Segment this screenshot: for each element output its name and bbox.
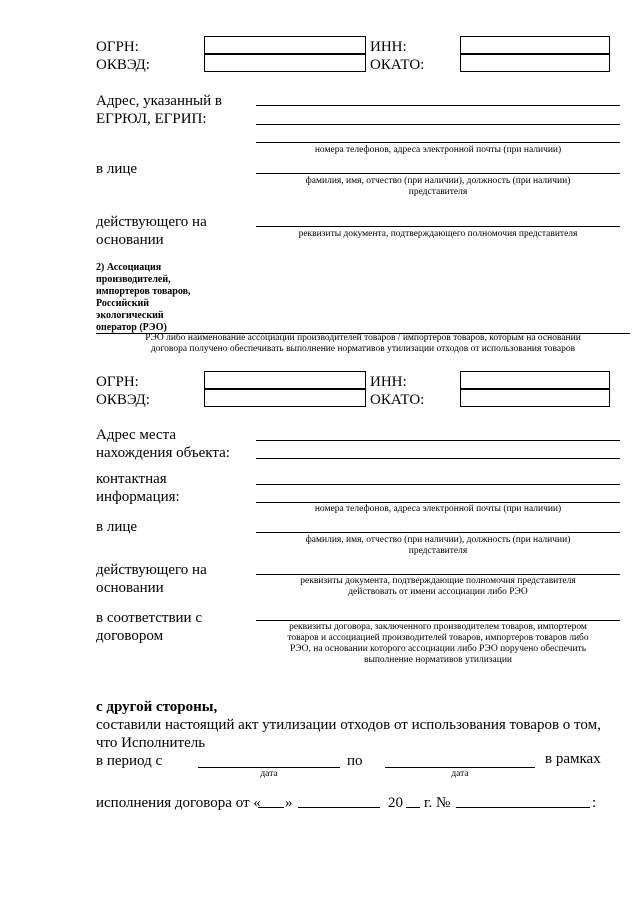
okato-label: ОКАТО: [370,57,425,73]
ogrn-field-2[interactable] [204,371,366,389]
within-label: в рамках [545,751,601,767]
section2-heading-line1: 2) Ассоциация [96,262,162,273]
section2-heading-line5: экологический [96,310,164,321]
close-quote: » [285,795,293,811]
section2-heading-line4: Российский [96,298,149,309]
period-end-date-line[interactable] [385,767,535,768]
accordance-label-line2: договором [96,628,164,644]
period-from-label: в период с [96,753,163,769]
doc-caption: реквизиты документа, подтверждающего полномочия представителя [298,229,578,239]
authority-doc-line-2[interactable] [256,574,620,575]
doc-caption-2-line1: реквизиты документа, подтверждающие полномочия представителя [300,576,576,586]
fio-caption-2-line1: фамилия, имя, отчество (при наличии), должность (при наличии) [305,535,571,545]
period-start-date-line[interactable] [198,767,340,768]
fio-caption-line1: фамилия, имя, отчество (при наличии), должность (при наличии) [305,176,571,186]
year-prefix: 20 [388,795,403,811]
phones-caption: номера телефонов, адреса электронной почты (при наличии) [314,145,562,155]
phones-caption-2: номера телефонов, адреса электронной почты (при наличии) [314,504,562,514]
acting-label-line2: основании [96,232,164,248]
date-caption-start: дата [260,769,278,779]
contract-day-line[interactable] [258,807,284,808]
contract-from-label: исполнения договора от « [96,795,261,811]
period-to-label: по [347,753,363,769]
representative-line-2[interactable] [256,532,620,533]
acting-label-2-line1: действующего на [96,562,207,578]
contact-label-line2: информация: [96,489,180,505]
assoc-caption-line2: договора получено обеспечивать выполнение нормативов утилизации отходов от использования товаров [150,344,576,354]
other-side-heading: с другой стороны, [96,699,218,715]
ogrn-field[interactable] [204,36,366,54]
date-caption-end: дата [451,769,469,779]
okved-label: ОКВЭД: [96,57,150,73]
address-line-2[interactable] [256,124,620,125]
section2-heading-line2: производителей, [96,274,171,285]
representative-line[interactable] [256,173,620,174]
contact-line-1[interactable] [256,484,620,485]
acting-label-line1: действующего на [96,214,207,230]
contract-caption-line4: выполнение нормативов утилизации [363,655,513,665]
okato-field-2[interactable] [460,389,610,407]
address-line-1[interactable] [256,105,620,106]
ogrn-label: ОГРН: [96,39,139,55]
inn-label: ИНН: [370,39,407,55]
phones-line[interactable] [256,142,620,143]
location-line-1[interactable] [256,440,620,441]
okved-field[interactable] [204,54,366,72]
authority-doc-line[interactable] [256,226,620,227]
section2-heading-line3: импортеров товаров, [96,286,191,297]
contact-label-line1: контактная [96,471,167,487]
contract-line[interactable] [256,620,620,621]
location-line-2[interactable] [256,458,620,459]
contract-year-line[interactable] [406,807,420,808]
section2-heading-line6: оператор (РЭО) [96,322,167,333]
okved-field-2[interactable] [204,389,366,407]
ogrn-label-2: ОГРН: [96,374,139,390]
contract-caption-line3: РЭО, на основании которого ассоциации либо РЭО поручено обеспечить [289,644,587,654]
location-label-line1: Адрес места [96,427,176,443]
okato-label-2: ОКАТО: [370,392,425,408]
colon: : [592,795,597,811]
act-text-line1: составили настоящий акт утилизации отходов от использования товаров о том, [96,717,601,733]
accordance-label-line1: в соответствии с [96,610,202,626]
doc-caption-2-line2: действовать от имени ассоциации либо РЭО [348,587,528,597]
inn-field[interactable] [460,36,610,54]
fio-caption-line2: представителя [408,187,468,197]
contract-caption-line1: реквизиты договора, заключенного производителем товаров, импортером [289,622,587,632]
contract-caption-line2: товаров и ассоциацией производителей товаров, импортеров товаров либо [287,633,589,643]
address-label-line2: ЕГРЮЛ, ЕГРИП: [96,111,207,127]
okved-label-2: ОКВЭД: [96,392,150,408]
address-label-line1: Адрес, указанный в [96,93,222,109]
acting-label-2-line2: основании [96,580,164,596]
in-person-label-2: в лице [96,519,138,535]
assoc-caption-line1: РЭО либо наименование ассоциации производителей товаров / импортеров товаров, которым на основании [145,333,581,343]
section2-heading [96,262,190,334]
location-label-line2: нахождения объекта: [96,445,230,461]
act-text-line2: что Исполнитель [96,735,206,751]
in-person-label: в лице [96,161,138,177]
okato-field[interactable] [460,54,610,72]
year-suffix-number: г. № [424,795,451,811]
fio-caption-2-line2: представителя [408,546,468,556]
contract-month-line[interactable] [298,807,380,808]
inn-field-2[interactable] [460,371,610,389]
contract-number-line[interactable] [456,807,590,808]
contact-line-2[interactable] [256,502,620,503]
inn-label-2: ИНН: [370,374,407,390]
